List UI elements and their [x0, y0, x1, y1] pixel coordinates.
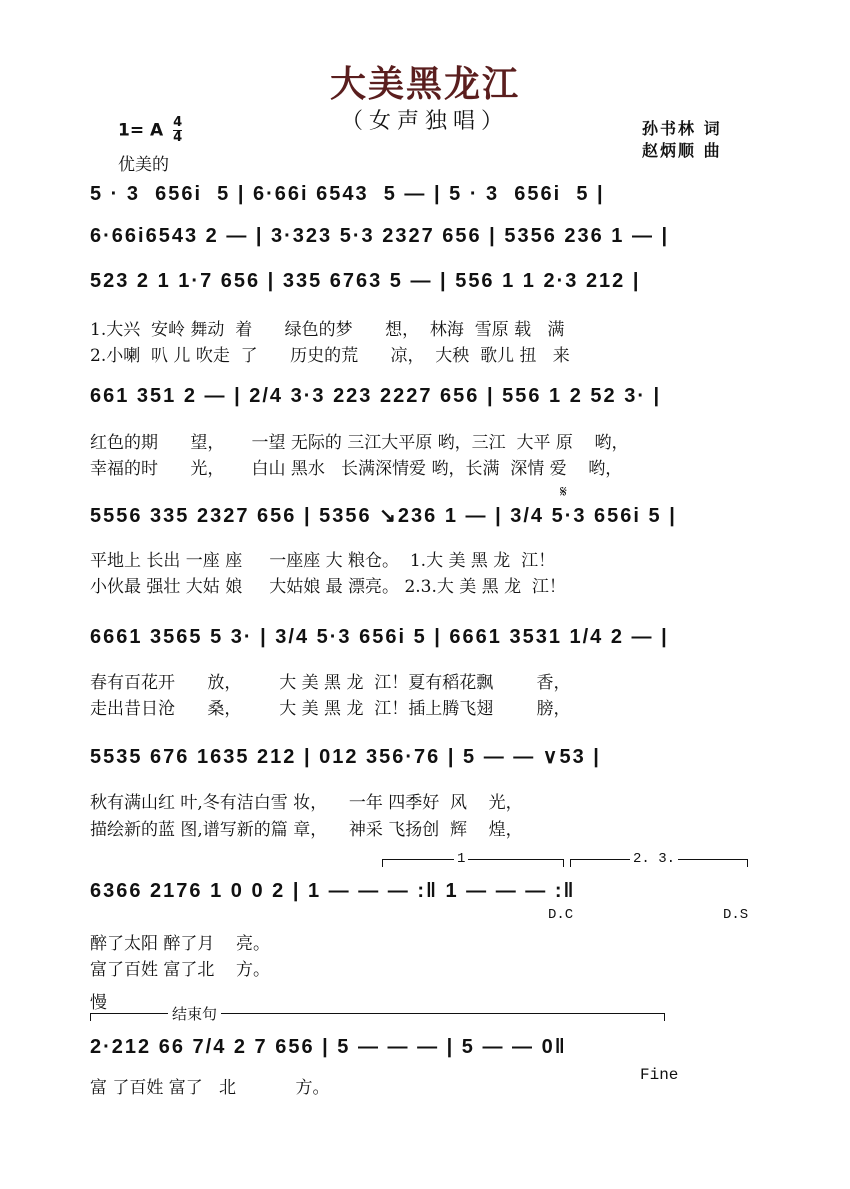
score-system-6: 6661 3565 5 3· | 3/4 5·3 656i 5 | 6661 3531 1/4 2 — | — [90, 626, 669, 648]
volta-bracket-2-start — [570, 859, 571, 867]
volta-bracket-2-end — [747, 859, 748, 867]
score-system-5: 5556 335 2327 656 | 5356 ↘236 1 — | 3/4 5·3 656i 5 | — [90, 505, 677, 527]
volta-2-label: 2. 3. — [630, 851, 678, 867]
lyric-verse-1: 平地上 长出 一座 座 一座座 大 粮仓。 1.大 美 黑 龙 江！ — [90, 551, 556, 571]
volta-bracket-1-start — [382, 859, 383, 867]
score-system-2: 6·66i6543 2 — | 3·323 5·3 2327 656 | 5356 236 1 — | — [90, 225, 670, 247]
lyric-verse-2: 2.小喇 叭 儿 吹走 了 历史的荒 凉， 大秧 歌儿 扭 来 — [90, 346, 570, 366]
da-capo-mark: D.C — [548, 907, 574, 923]
lyric-verse-2: 小伙最 强壮 大姑 娘 大姑娘 最 漂亮。 2.3.大 美 黑 龙 江！ — [90, 577, 566, 597]
lyric-verse-1: 红色的期 望， 一望 无际的 三江大平原 哟，三江 大平 原 哟， — [90, 433, 629, 453]
ending-bracket-end — [664, 1013, 665, 1021]
credits — [642, 118, 722, 162]
time-signature — [173, 117, 182, 144]
dal-segno-mark: D.S — [723, 907, 749, 923]
time-bottom: 4 — [173, 130, 183, 145]
lyric-ending: 富 了百姓 富了 北 方。 — [90, 1078, 330, 1098]
lyric-verse-2: 走出昔日沧 桑， 大 美 黑 龙 江！插上腾飞翅 膀， — [90, 699, 571, 719]
score-system-8: 6366 2176 1 0 0 2 | 1 — — — :‖ 1 — — — :‖ — [90, 880, 576, 902]
segno-sign: 𝄋 — [560, 484, 567, 502]
volta-1-label: 1 — [454, 851, 468, 867]
score-system-9: 2·212 66 7/4 2 7 656 | 5 — — — | 5 — — 0‖ — [90, 1036, 567, 1058]
song-subtitle: （女声独唱） — [340, 109, 509, 134]
lyric-verse-2: 描绘新的蓝 图,谱写新的篇 章， 神采 飞扬创 辉 煌， — [90, 820, 523, 840]
score-system-1: 5 · 3 656i 5 | 6·66i 6543 5 — | 5 · 3 656i 5 | — [90, 183, 605, 205]
score-system-4: 661 351 2 — | 2/4 3·3 223 2227 656 | 556 1 2 52 3· | — [90, 385, 662, 407]
lyric-verse-1: 春有百花开 放， 大 美 黑 龙 江！夏有稻花飘 香， — [90, 673, 571, 693]
song-title: 大美黑龙江 — [329, 64, 520, 105]
volta-bracket-1-end — [563, 859, 564, 867]
lyric-verse-1: 秋有满山红 叶,冬有洁白雪 妆， 一年 四季好 风 光， — [90, 793, 523, 813]
lyric-verse-1: 醉了太阳 醉了月 亮。 — [90, 934, 271, 954]
lyric-verse-1: 1.大兴 安岭 舞动 着 绿色的梦 想， 林海 雪原 载 满 — [90, 320, 565, 340]
time-top: 4 — [173, 115, 183, 130]
key-label: 1= A — [118, 120, 164, 141]
lyric-verse-2: 富了百姓 富了北 方。 — [90, 960, 271, 980]
lyricist: 孙书林 词 — [642, 119, 722, 138]
key-signature — [118, 117, 182, 144]
score-system-7: 5535 676 1635 212 | 012 356·76 | 5 — — ∨53 | — [90, 746, 601, 768]
fine-mark: Fine — [640, 1066, 679, 1084]
ending-bracket-start — [90, 1013, 91, 1021]
composer: 赵炳顺 曲 — [642, 141, 722, 160]
score-system-3: 523 2 1 1·7 656 | 335 6763 5 — | 556 1 1 2·3 212 | — [90, 270, 641, 292]
ending-section-label: 结束句 — [168, 1003, 221, 1024]
tempo-marking: 优美的 — [118, 155, 169, 175]
tempo-slow: 慢 — [90, 993, 107, 1013]
lyric-verse-2: 幸福的时 光， 白山 黑水 长满深情爱 哟，长满 深情 爱 哟， — [90, 459, 623, 479]
volta-bracket-1 — [382, 859, 564, 860]
